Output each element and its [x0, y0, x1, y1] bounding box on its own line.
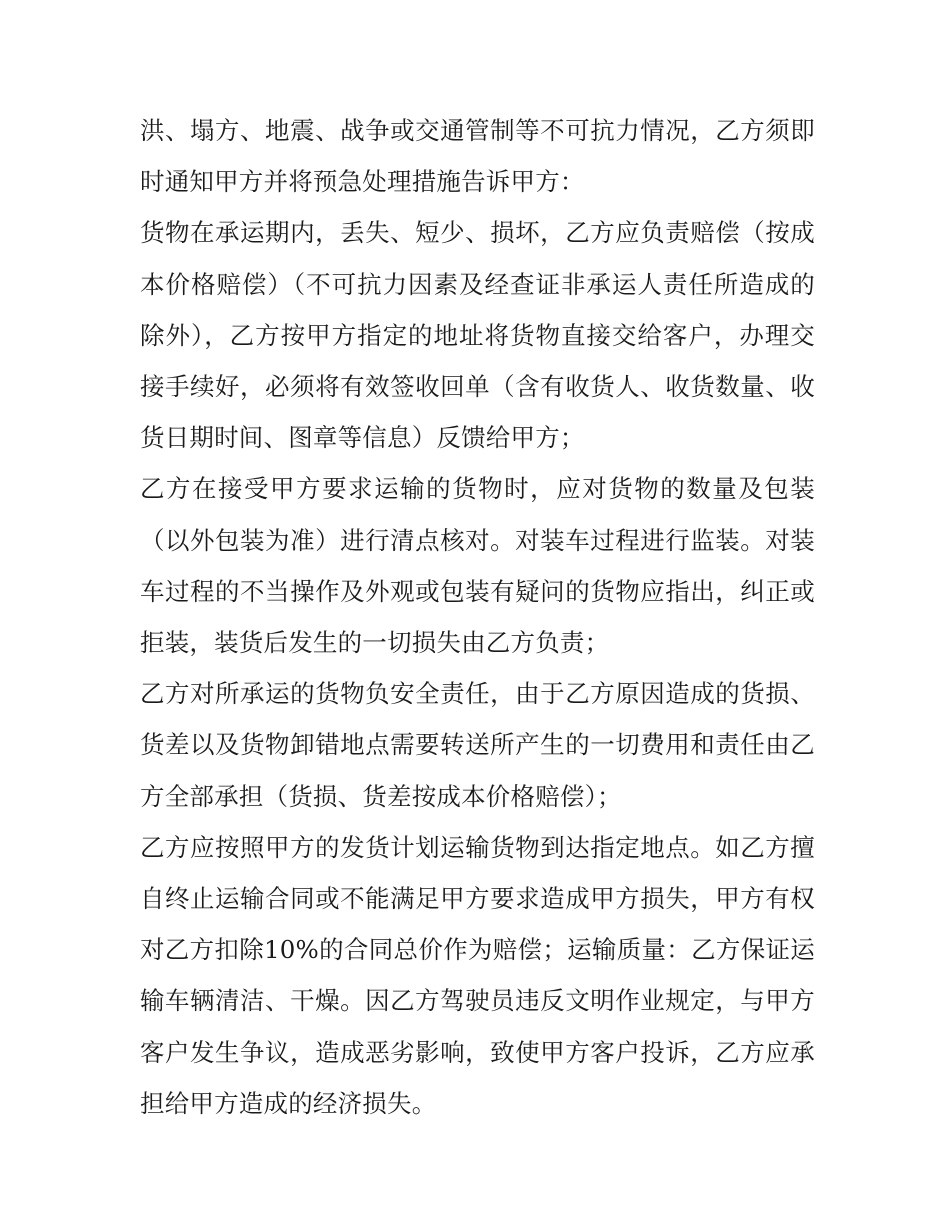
paragraph-cargo-loss-compensation: 货物在承运期内，丢失、短少、损坏，乙方应负责赔偿（按成本价格赔偿）（不可抗力因素及经查证非承运人责任所造成的除外），乙方按甲方指定的地址将货物直接交给客户，办理交接手续好，必须将有效签收回单（含有收货人、收货数量、收货日期时间、图章等信息）反馈给甲方；: [140, 218, 815, 453]
paragraph-delivery-plan-quality: 乙方应按照甲方的发货计划运输货物到达指定地点。如乙方擅自终止运输合同或不能满足甲方要求造成甲方损失，甲方有权对乙方扣除10%的合同总价作为赔偿；运输质量：乙方保证运输车辆清洁、干燥。因乙方驾驶员违反文明作业规定，与甲方客户发生争议，造成恶劣影响，致使甲方客户投诉，乙方应承担给甲方造成的经济损失。: [140, 832, 815, 1118]
document-body: [140, 105, 815, 1129]
paragraph-cargo-inspection: 乙方在接受甲方要求运输的货物时，应对货物的数量及包装（以外包装为准）进行清点核对。对装车过程进行监装。对装车过程的不当操作及外观或包装有疑问的货物应指出，纠正或拒装，装货后发生的一切损失由乙方负责；: [140, 474, 815, 658]
paragraph-safety-responsibility: 乙方对所承运的货物负安全责任，由于乙方原因造成的货损、货差以及货物卸错地点需要转送所产生的一切费用和责任由乙方全部承担（货损、货差按成本价格赔偿）；: [140, 679, 815, 811]
paragraph-force-majeure: 洪、塌方、地震、战争或交通管制等不可抗力情况，乙方须即时通知甲方并将预急处理措施告诉甲方：: [140, 116, 815, 197]
